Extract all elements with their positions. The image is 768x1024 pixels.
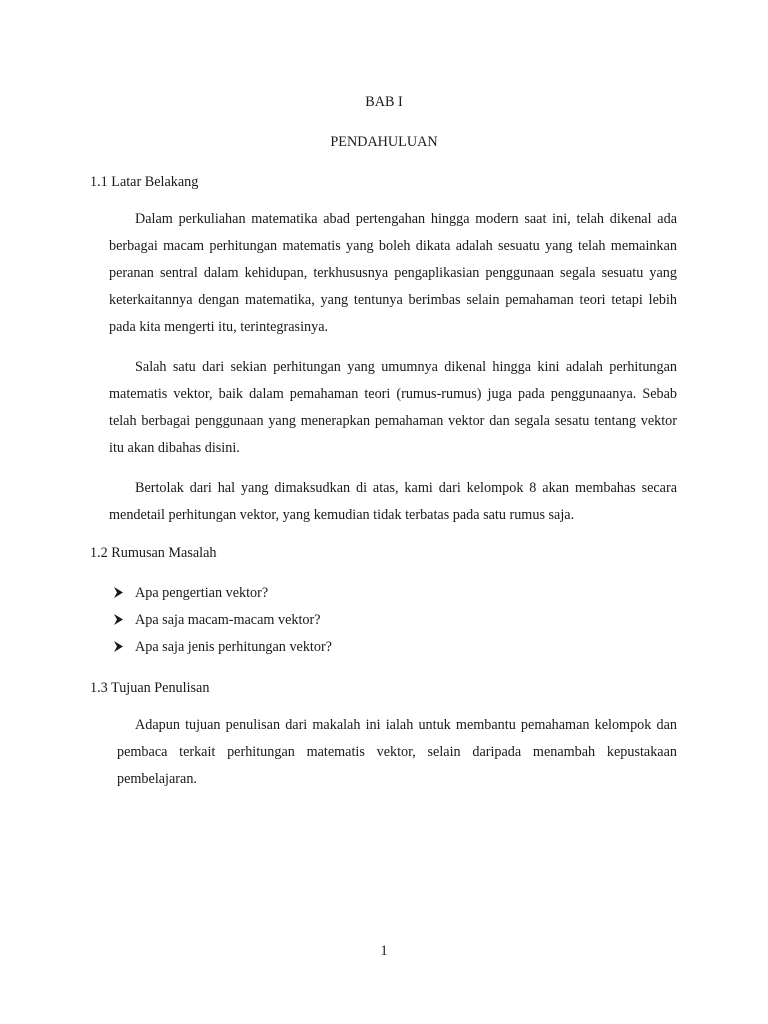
list-item: Apa saja macam-macam vektor?	[113, 610, 332, 637]
section-heading-rumusan-masalah: 1.2 Rumusan Masalah	[90, 545, 217, 561]
section-heading-tujuan-penulisan: 1.3 Tujuan Penulisan	[90, 680, 210, 696]
paragraph-latar-belakang-2: Salah satu dari sekian perhitungan yang umumnya dikenal hingga kini adalah perhitungan matematis vektor, baik dalam pemahaman teori (rumus-rumus) juga pada penggunaanya. Sebab telah berbagai penggunaan yang menerapkan pemahaman vektor dan segala sesatu tentang vektor itu akan dibahas disini.	[109, 359, 677, 456]
problem-list	[113, 583, 332, 664]
page-number: 1	[380, 943, 388, 959]
arrowhead-bullet-icon	[113, 637, 135, 658]
arrowhead-bullet-icon	[113, 610, 135, 631]
arrowhead-bullet-icon	[113, 583, 135, 604]
chapter-number: BAB I	[365, 94, 403, 110]
paragraph-latar-belakang-3: Bertolak dari hal yang dimaksudkan di atas, kami dari kelompok 8 akan membahas secara mendetail perhitungan vektor, yang kemudian tidak terbatas pada satu rumus saja.	[109, 480, 677, 523]
list-item: Apa pengertian vektor?	[113, 583, 332, 610]
section-heading-latar-belakang: 1.1 Latar Belakang	[90, 174, 199, 190]
list-item: Apa saja jenis perhitungan vektor?	[113, 637, 332, 664]
chapter-title: PENDAHULUAN	[330, 134, 438, 150]
paragraph-tujuan-penulisan: Adapun tujuan penulisan dari makalah ini ialah untuk membantu pemahaman kelompok dan pembaca terkait perhitungan matematis vektor, selain daripada menambah kepustakaan pembelajaran.	[117, 717, 677, 787]
paragraph-latar-belakang-1: Dalam perkuliahan matematika abad pertengahan hingga modern saat ini, telah dikenal ada berbagai macam perhitungan matematis yang boleh dikata adalah sesuatu yang telah memainkan peranan sentral dalam kehidupan, terkhususnya pengaplikasian penggunaan segala sesuatu yang keterkaitannya dengan matematika, yang tentunya berimbas selain pemahaman teori tetapi lebih pada kita mengerti itu, terintegrasinya.	[109, 211, 677, 335]
